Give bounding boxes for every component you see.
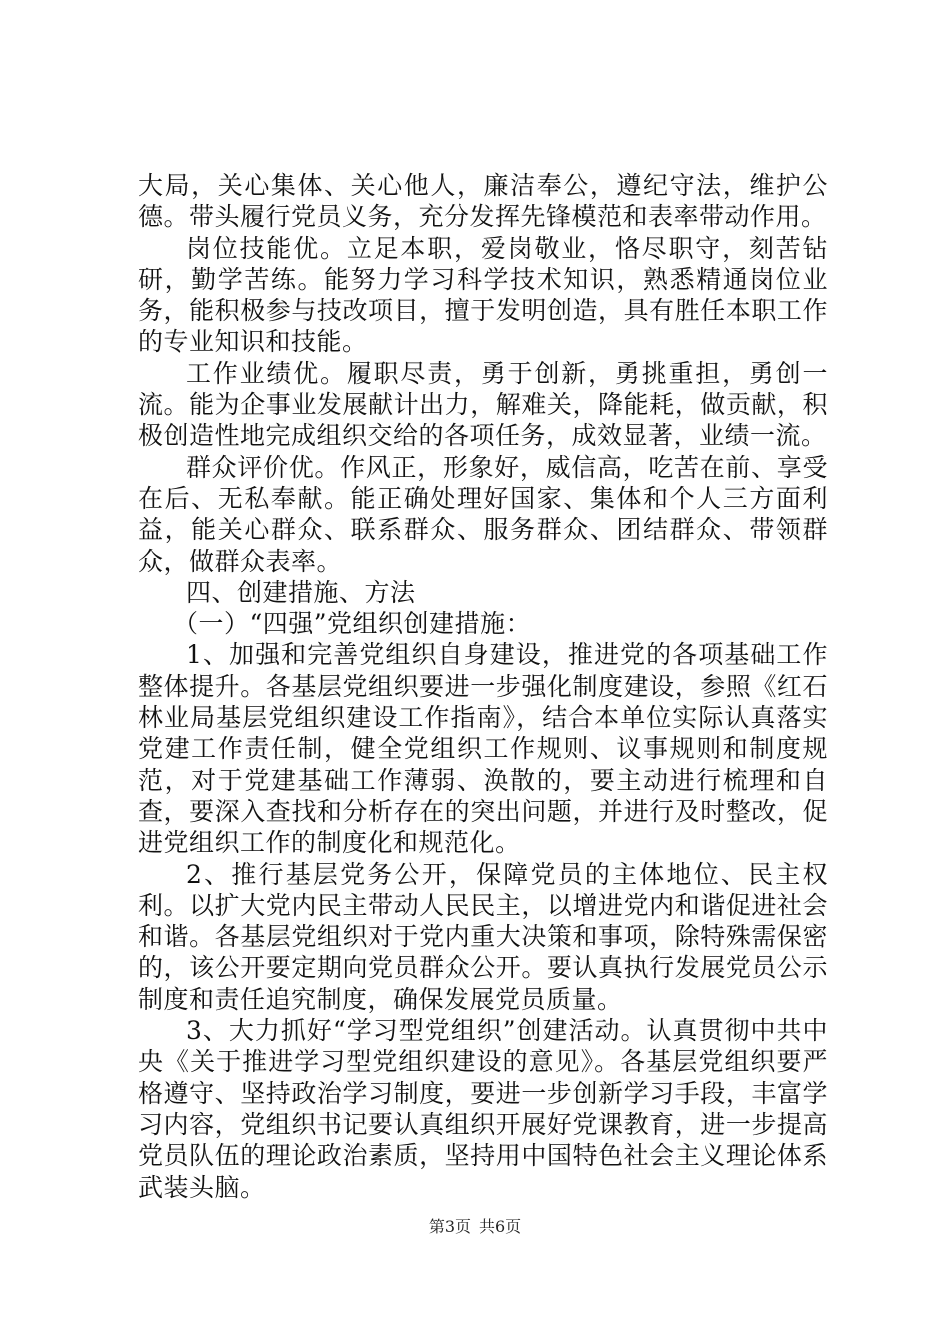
paragraph-work-performance: 工作业绩优。履职尽责，勇于创新，勇挑重担，勇创一流。能为企事业发展献计出力，解难关，降能耗，做贡献，积极创造性地完成组织交给的各项任务，成效显著，业绩一流。 bbox=[138, 358, 828, 451]
page-total: 共6页 bbox=[479, 1217, 522, 1236]
paragraph-measure-3: 3、大力抓好“学习型党组织”创建活动。认真贯彻中共中央《关于推进学习型党组织建设的意见》。各基层党组织要严格遵守、坚持政治学习制度，要进一步创新学习手段，丰富学习内容，党组织书记要认真组织开展好党课教育，进一步提高党员队伍的理论政治素质，坚持用中国特色社会主义理论体系武装头脑。 bbox=[138, 1016, 828, 1202]
page-number: 第3页 bbox=[428, 1217, 471, 1236]
section-heading-measures: 四、创建措施、方法 bbox=[186, 577, 416, 607]
paragraph-public-evaluation: 群众评价优。作风正，形象好，威信高，吃苦在前、享受在后、无私奉献。能正确处理好国家、集体和个人三方面利益，能关心群众、联系群众、服务群众、团结群众、带领群众，做群众表率。 bbox=[138, 452, 828, 576]
page-footer bbox=[0, 1214, 950, 1237]
paragraph-measure-1: 1、加强和完善党组织自身建设，推进党的各项基础工作整体提升。各基层党组织要进一步强化制度建设，参照《红石林业局基层党组织建设工作指南》，结合本单位实际认真落实党建工作责任制，健全党组织工作规则、议事规则和制度规范，对于党建基础工作薄弱、涣散的，要主动进行梳理和自查，要深入查找和分析存在的突出问题，并进行及时整改，促进党组织工作的制度化和规范化。 bbox=[138, 640, 828, 858]
paragraph-job-skills: 岗位技能优。立足本职，爱岗敬业，恪尽职守，刻苦钻研，勤学苦练。能努力学习科学技术知识，熟悉精通岗位业务，能积极参与技改项目，擅于发明创造，具有胜任本职工作的专业知识和技能。 bbox=[138, 233, 828, 357]
document-body bbox=[138, 170, 828, 1203]
subsection-heading-four-strong: （一）“四强”党组织创建措施： bbox=[173, 609, 532, 639]
paragraph-continuation: 大局，关心集体、关心他人，廉洁奉公，遵纪守法，维护公德。带头履行党员义务，充分发挥先锋模范和表率带动作用。 bbox=[138, 171, 828, 232]
paragraph-measure-2: 2、推行基层党务公开，保障党员的主体地位、民主权利。以扩大党内民主带动人民民主，以增进党内和谐促进社会和谐。各基层党组织对于党内重大决策和事项，除特殊需保密的，该公开要定期向党员群众公开。要认真执行发展党员公示制度和责任追究制度，确保发展党员质量。 bbox=[138, 859, 828, 1014]
